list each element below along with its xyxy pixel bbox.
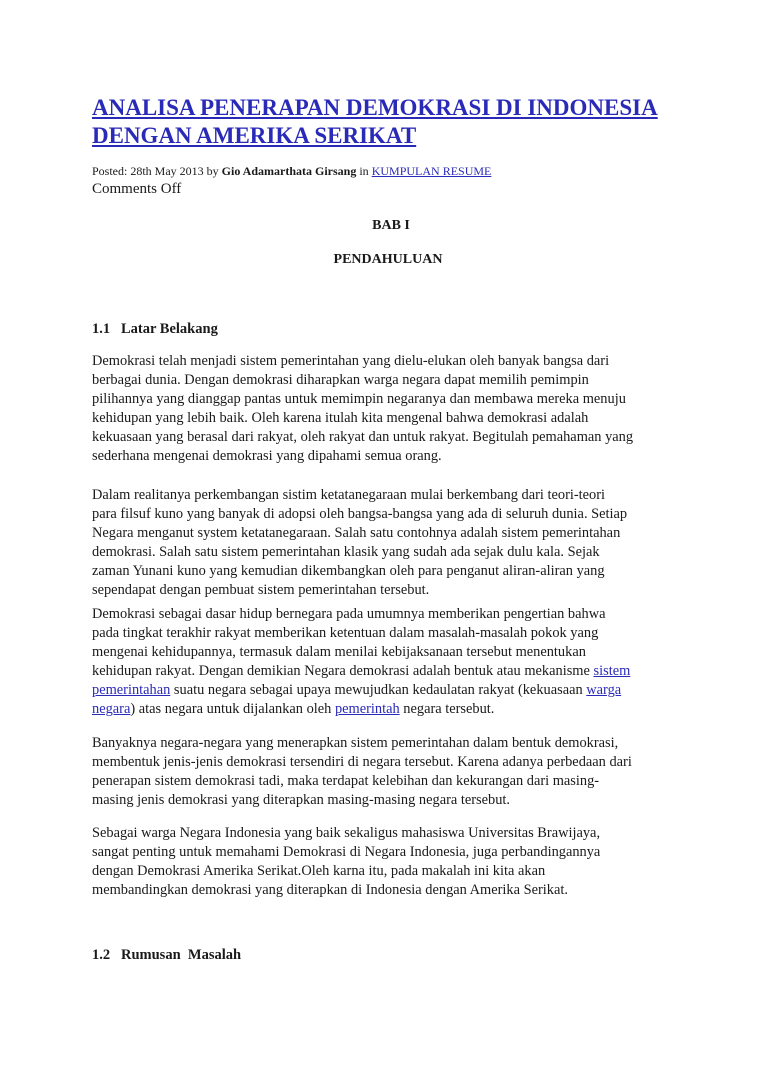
paragraph-line: pada tingkat terakhir rakyat memberikan ketentuan dalam masalah-masalah pokok yang [92, 625, 599, 642]
paragraph-line: masing jenis demokrasi yang diterapkan masing-masing negara tersebut. [92, 792, 511, 809]
article-title[interactable] [92, 94, 692, 150]
line-text: negara tersebut. [399, 701, 495, 718]
link-sistem[interactable]: sistem [593, 663, 631, 680]
paragraph-line: Dalam realitanya perkembangan sistim ketatanegaraan mulai berkembang dari teori-teori [92, 487, 606, 503]
paragraph-line: kekuasaan yang berasal dari rakyat, oleh rakyat dan untuk rakyat. Begitulah pemahaman yang [92, 429, 634, 446]
in-word: in [356, 164, 372, 178]
chapter-title: PENDAHULUAN [333, 252, 443, 267]
paragraph-line: membandingkan demokrasi yang diterapkan di Indonesia dengan Amerika Serikat. [92, 882, 568, 899]
paragraph-1 [92, 352, 682, 467]
line-text: suatu negara sebagai upaya mewujudkan kedaulatan rakyat (kekuasaan [170, 682, 587, 699]
paragraph-line: mengenai kehidupannya, termasuk dalam menilai kebijaksanaan tersebut menentukan [92, 644, 586, 661]
link-warga[interactable]: warga [586, 682, 622, 699]
link-pemerintahan[interactable]: pemerintahan [92, 682, 171, 699]
paragraph-line: dengan Demokrasi Amerika Serikat.Oleh karna itu, pada makalah ini kita akan [92, 863, 546, 880]
article-title-line-1[interactable]: ANALISA PENERAPAN DEMOKRASI DI INDONESIA [92, 95, 658, 120]
paragraph-line: demokrasi. Salah satu sistem pemerintahan klasik yang sudah ada sejak dulu kala. Sejak [92, 544, 600, 561]
paragraph-line: Negara menganut system ketatanegaraan. Salah satu contohnya adalah sistem pemerintahan [92, 525, 621, 542]
category-link[interactable]: KUMPULAN RESUME [371, 164, 492, 178]
paragraph-line: Sebagai warga Negara Indonesia yang baik sekaligus mahasiswa Universitas Brawijaya, [92, 825, 601, 841]
paragraph-2 [92, 486, 682, 601]
paragraph-line: Banyaknya negara-negara yang menerapkan sistem pemerintahan dalam bentuk demokrasi, [92, 735, 619, 751]
paragraph-line: Demokrasi telah menjadi sistem pemerintahan yang dielu-elukan oleh banyak bangsa dari [92, 353, 610, 369]
article-title-line-2[interactable]: DENGAN AMERIKA SERIKAT [92, 123, 417, 148]
chapter-number: BAB I [372, 218, 410, 233]
line-text: ) atas negara untuk dijalankan oleh [130, 701, 335, 718]
paragraph-line: sangat penting untuk memahami Demokrasi di Negara Indonesia, juga perbandingannya [92, 844, 601, 861]
link-negara[interactable]: negara [92, 701, 131, 718]
comments-status: Comments Off [92, 181, 182, 197]
section-heading-1-2: 1.2 Rumusan Masalah [92, 947, 242, 963]
paragraph-line: sederhana mengenai demokrasi yang dipahami semua orang. [92, 448, 442, 465]
paragraph-5 [92, 824, 682, 900]
author-name: Gio Adamarthata Girsang [221, 164, 357, 178]
paragraph-4 [92, 734, 682, 810]
paragraph-line: zaman Yunani kuno yang kemudian dikembangkan oleh para penganut aliran-aliran yang [92, 563, 605, 580]
post-meta [92, 163, 491, 179]
section-heading-1-1: 1.1 Latar Belakang [92, 321, 218, 337]
paragraph-line: berbagai dunia. Dengan demokrasi diharapkan warga negara dapat memilih pemimpin [92, 372, 589, 389]
paragraph-line: sependapat dengan pembuat sistem pemerintahan tersebut. [92, 582, 430, 599]
paragraph-line: kehidupan yang lebih baik. Oleh karena itulah kita mengenal bahwa demokrasi adalah [92, 410, 589, 427]
paragraph-line: pilihannya yang dianggap pantas untuk memimpin negaranya dan membawa mereka menuju [92, 391, 626, 408]
posted-prefix: Posted: 28th May 2013 by [92, 164, 222, 178]
paragraph-line: penerapan sistem demokrasi tadi, maka terdapat kelebihan dan kekurangan dari masing- [92, 773, 600, 790]
link-pemerintah[interactable]: pemerintah [334, 701, 400, 718]
paragraph-line [92, 681, 682, 700]
paragraph-line: para filsuf kuno yang banyak di adopsi oleh bangsa-bangsa yang ada di seluruh dunia. Setiap [92, 506, 628, 523]
paragraph-line: Demokrasi sebagai dasar hidup bernegara pada umumnya memberikan pengertian bahwa [92, 606, 606, 622]
line-text: kehidupan rakyat. Dengan demikian Negara demokrasi adalah bentuk atau mekanisme [92, 663, 594, 680]
paragraph-line [92, 700, 682, 719]
paragraph-line [92, 662, 682, 681]
paragraph-line: membentuk jenis-jenis demokrasi tersendiri di negara tersebut. Karena adanya perbedaan dari [92, 754, 632, 771]
paragraph-3 [92, 605, 682, 720]
